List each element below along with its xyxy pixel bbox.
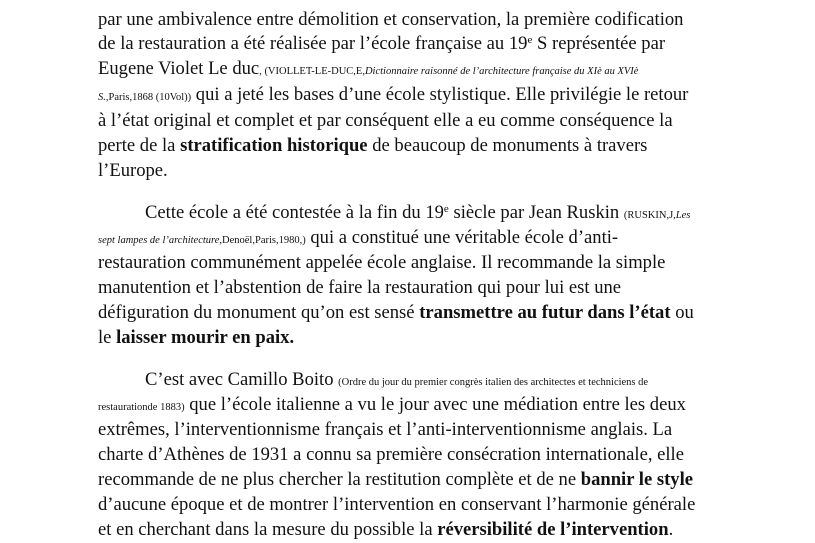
text-line (98, 35, 665, 54)
text-run: charte d’Athènes de 1931 a connu sa première consécration internationale, elle (98, 444, 684, 465)
text-line (145, 204, 690, 223)
citation-text: S. (98, 92, 106, 103)
text-run: l’Europe. (98, 160, 168, 181)
text-run: d’aucune époque et de montrer l’intervention en conservant l’harmonie générale (98, 494, 696, 515)
text-line (98, 521, 673, 540)
text-run: extrêmes, l’interventionnisme français et l’anti-interventionnisme anglais. La (98, 419, 673, 440)
text-run: défiguration du monument qu’on est sensé (98, 302, 420, 323)
citation-text: (Ordre du jour du premier congrès italien des architectes et techniciens de (338, 377, 649, 388)
citation-text: ,Denoël,Paris,1980,) (219, 235, 306, 246)
citation-text: restaurationde 1883) (98, 402, 185, 413)
superscript: e (527, 33, 533, 46)
text-line (98, 396, 686, 415)
text-line (98, 279, 621, 298)
text-run: que l’école italienne a vu le jour avec une médiation entre les deux (184, 394, 686, 415)
citation-text: Les (675, 210, 691, 221)
superscript: e (443, 202, 449, 215)
text-line (98, 112, 673, 131)
citation-text: sept lampes de l’architecture (98, 235, 220, 246)
text-line (98, 86, 688, 105)
emphasis-text: transmettre au futur dans l’état (419, 302, 671, 323)
text-run: S représentée par (532, 33, 666, 54)
text-line (98, 421, 672, 440)
text-line (98, 229, 618, 248)
text-line (98, 11, 683, 30)
text-run: restauration communément appelée école anglaise. Il recommande la simple (98, 252, 666, 273)
text-run: Eugene Violet Le duc (98, 58, 260, 79)
text-run: C’est avec Camillo Boito (145, 369, 339, 390)
citation-text: (RUSKIN,J, (623, 210, 676, 221)
text-run: siècle par Jean Ruskin (448, 202, 624, 223)
text-line (98, 304, 694, 323)
text-run: perte de la (98, 135, 181, 156)
text-line (98, 329, 294, 348)
text-run: par une ambivalence entre démolition et conservation, la première codification (98, 9, 684, 30)
text-run: et en cherchant dans la mesure du possible la (98, 519, 438, 540)
text-run: de la restauration a été réalisée par l’école française au 19 (98, 33, 528, 54)
text-line (98, 162, 168, 181)
text-line (98, 254, 665, 273)
text-run: manutention et l’abstention de faire la restauration qui pour lui est une (98, 277, 622, 298)
text-line (98, 60, 638, 79)
text-run: ou (670, 302, 694, 323)
text-line (145, 371, 648, 390)
emphasis-text: bannir le style (580, 469, 693, 490)
text-run: qui a jeté les bases d’une école stylistique. Elle privilégie le retour (191, 84, 689, 105)
text-line (98, 446, 684, 465)
text-run: le (98, 327, 117, 348)
citation-text: Dictionnaire raisonné de l’architecture française du XIè au XVIè (364, 66, 639, 77)
emphasis-text: laisser mourir en paix. (116, 327, 295, 348)
text-run: . (668, 519, 674, 540)
text-line (98, 137, 647, 156)
text-line (98, 496, 695, 515)
text-run: Cette école a été contestée à la fin du 19 (145, 202, 444, 223)
citation-text: , (VIOLLET-LE-DUC,E, (259, 66, 365, 77)
text-run: à l’état original et complet et par conséquent elle a eu comme conséquence la (98, 110, 673, 131)
text-line (98, 471, 693, 490)
text-run: de beaucoup de monuments à travers (367, 135, 648, 156)
emphasis-text: réversibilité de l’intervention (437, 519, 669, 540)
text-run: qui a constitué une véritable école d’anti- (305, 227, 619, 248)
emphasis-text: stratification historique (180, 135, 368, 156)
text-run: recommande de ne plus chercher la restitution complète et de ne (98, 469, 581, 490)
citation-text: ,Paris,1868 (10Vol)) (105, 92, 192, 103)
